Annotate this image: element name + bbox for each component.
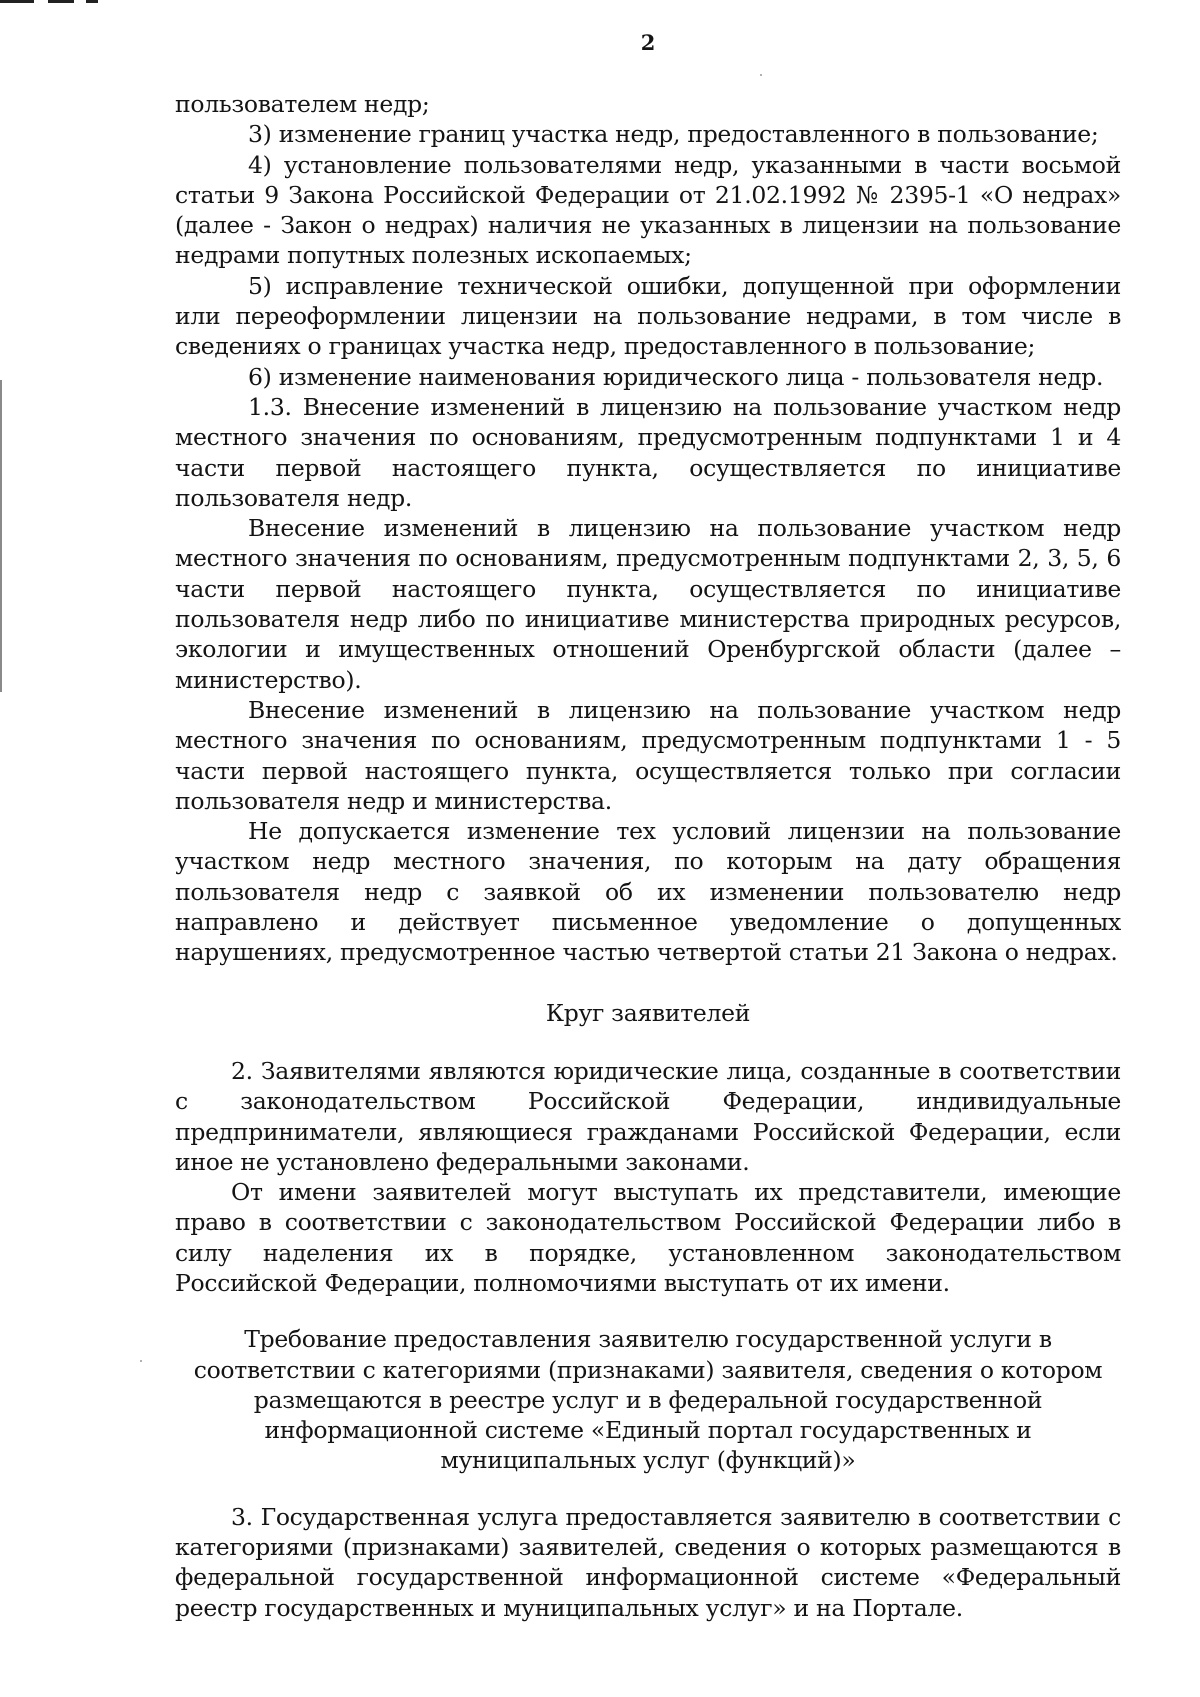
paragraph: 3) изменение границ участка недр, предоставленного в пользование; [248,120,1099,149]
paragraph: Не допускается изменение тех условий лицензии на пользование участком недр местного значения, по которым на дату обращения пользователя недр с заявкой об их изменении пользователю недр направлено и действует письменное уведомление о допущенных нарушениях, предусмотренное частью четвертой статьи 21 Закона о недрах. [175,817,1121,967]
heading-line: информационной системе «Единый портал государственных и [264,1416,1032,1445]
paragraph: Внесение изменений в лицензию на пользование участком недр местного значения по основаниям, предусмотренным подпунктами 1 - 5 части первой настоящего пункта, осуществляется только при согласии пользователя недр и министерства. [175,695,1121,815]
heading-line: соответствии с категориями (признаками) заявителя, сведения о котором [193,1355,1103,1384]
section-heading-applicants: Круг заявителей [545,998,751,1027]
scan-speck [140,1360,142,1362]
paragraph: пользователем недр; [175,90,430,118]
paragraph: Внесение изменений в лицензию на пользование участком недр местного значения по основаниям, предусмотренным подпунктами 2, 3, 5, 6 части первой настоящего пункта, осуществляется по инициативе пользователя недр либо по инициативе министерства природных ресурсов, экологии и имущественных отношений Оренбургской области (далее – министерство). [175,514,1121,694]
heading-line: размещаются в реестре услуг и в федеральной государственной [253,1385,1043,1414]
heading-line: муниципальных услуг (функций)» [440,1446,856,1475]
section-heading-requirement [175,1324,1121,1475]
scan-corner-mark [0,0,98,4]
paragraph: От имени заявителей могут выступать их представители, имеющие право в соответствии с законодательством Российской Федерации либо в силу наделения их в порядке, установленном законодательством Российской Федерации, полномочиями выступать от их имени. [175,1178,1121,1297]
heading-line: Требование предоставления заявителю государственной услуги в [244,1325,1052,1354]
paragraph: 2. Заявителями являются юридические лица, созданные в соответствии с законодательством Российской Федерации, индивидуальные предприниматели, являющиеся гражданами Российской Федерации, если иное не установлено федеральными законами. [175,1056,1121,1176]
page-number: 2 [640,30,656,55]
paragraph: 5) исправление технической ошибки, допущенной при оформлении или переоформлении лицензии на пользование недрами, в том числе в сведениях о границах участка недр, предоставленного в пользование; [175,271,1121,361]
scan-margin-line [0,380,2,692]
paragraph: 4) установление пользователями недр, указанными в части восьмой статьи 9 Закона Российской Федерации от 21.02.1992 № 2395-1 «О недрах» (далее - Закон о недрах) наличия не указанных в лицензии на пользование недрами попутных полезных ископаемых; [175,150,1121,270]
document-body [175,89,1121,1623]
scan-speck [760,74,762,76]
paragraph: 6) изменение наименования юридического лица - пользователя недр. [248,362,1104,391]
paragraph: 1.3. Внесение изменений в лицензию на пользование участком недр местного значения по основаниям, предусмотренным подпунктами 1 и 4 части первой настоящего пункта, осуществляется по инициативе пользователя недр. [175,392,1121,512]
paragraph: 3. Государственная услуга предоставляется заявителю в соответствии с категориями (признаками) заявителей, сведения о которых размещаются в федеральной государственной информационной системе «Федеральный реестр государственных и муниципальных услуг» и на Портале. [175,1502,1121,1622]
